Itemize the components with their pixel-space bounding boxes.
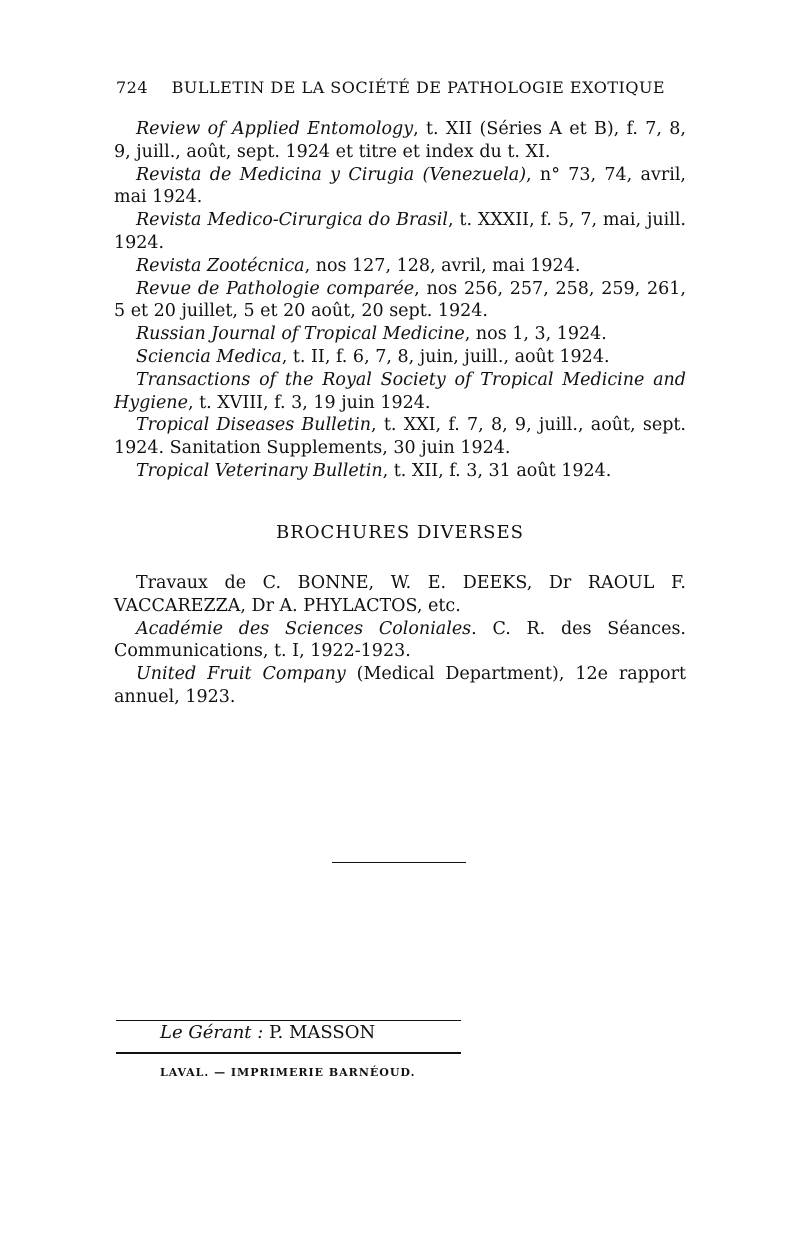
brochure-details: . C. R. des Séances. Communications, t. I, 1922-1923. [114,618,686,662]
brochure-text: Travaux de C. BONNE, W. E. DEEKS, Dr RAOUL F. VACCAREZZA, Dr A. PHYLACTOS, etc. [114,573,686,616]
periodical-title: Revista Zootécnica [136,255,305,276]
periodical-details: , t. XII, f. 3, 31 août 1924. [382,460,612,481]
periodical-entry [114,164,686,210]
periodical-title: Transactions of the Royal Society of Tropical Medicine and Hygiene [114,369,686,413]
periodical-title: Revista Medico-Cirurgica do Brasil [136,210,448,231]
brochure-entry [114,618,686,664]
periodical-title: Revue de Pathologie comparée [136,278,415,299]
periodical-title: Revista de Medicina y Cirugia (Venezuela) [136,164,527,185]
periodical-entry [114,255,686,278]
periodical-entry [114,346,686,369]
footer-rule-bottom [116,1052,461,1054]
periodical-entry [114,369,686,415]
periodical-details: , n° 73, 74, avril, mai 1924. [114,164,686,208]
periodical-title: Review of Applied Entomology [136,119,414,139]
periodical-details: , t. XVIII, f. 3, 19 juin 1924. [187,392,431,413]
periodical-entry [114,118,686,164]
periodical-entry [114,209,686,255]
brochure-entry [114,663,686,709]
periodical-entry [114,460,686,483]
periodical-entry [114,278,686,324]
periodical-details: , nos 256, 257, 258, 259, 261, 5 et 20 juillet, 5 et 20 août, 20 sept. 1924. [114,278,686,322]
brochure-title: United Fruit Company [136,664,346,685]
periodical-title: Tropical Veterinary Bulletin [136,460,383,481]
gerant-name: P. MASSON [269,1022,376,1043]
printer-imprint: LAVAL. — IMPRIMERIE BARNÉOUD. [160,1066,416,1079]
periodical-details: , nos 1, 3, 1924. [464,324,607,345]
periodical-details: , t. XXI, f. 7, 8, 9, juill., août, sept. 1924. Sanitation Supplements, 30 juin 1924. [114,415,686,459]
brochure-details: (Medical Department), 12e rapport annuel, 1923. [114,664,686,707]
divider-rule [332,862,466,863]
periodical-details: , nos 127, 128, avril, mai 1924. [304,255,581,276]
periodical-entry [114,414,686,460]
periodical-title: Sciencia Medica [136,346,282,367]
brochures-list [114,572,686,709]
footer-rule-top [116,1020,461,1021]
page-header [116,78,665,97]
periodical-details: , t. XXXII, f. 5, 7, mai, juill. 1924. [114,210,686,253]
page-number: 724 [116,78,149,97]
gerant-label: Le Gérant : [160,1022,264,1043]
periodicals-list [114,118,686,483]
periodical-details: , t. XII (Séries A et B), f. 7, 8, 9, juill., août, sept. 1924 et titre et index du t. XI. [114,119,686,162]
brochure-title: Académie des Sciences Coloniales [136,618,472,639]
running-title: BULLETIN DE LA SOCIÉTÉ DE PATHOLOGIE EXOTIQUE [171,78,666,97]
periodical-details: , t. II, f. 6, 7, 8, juin, juill., août 1924. [281,346,610,367]
periodical-title: Tropical Diseases Bulletin [136,415,372,436]
gerant-line [160,1022,375,1043]
periodical-entry [114,323,686,346]
periodical-title: Russian Journal of Tropical Medicine [136,324,465,345]
brochure-entry [114,572,686,618]
section-heading: BROCHURES DIVERSES [276,522,524,543]
